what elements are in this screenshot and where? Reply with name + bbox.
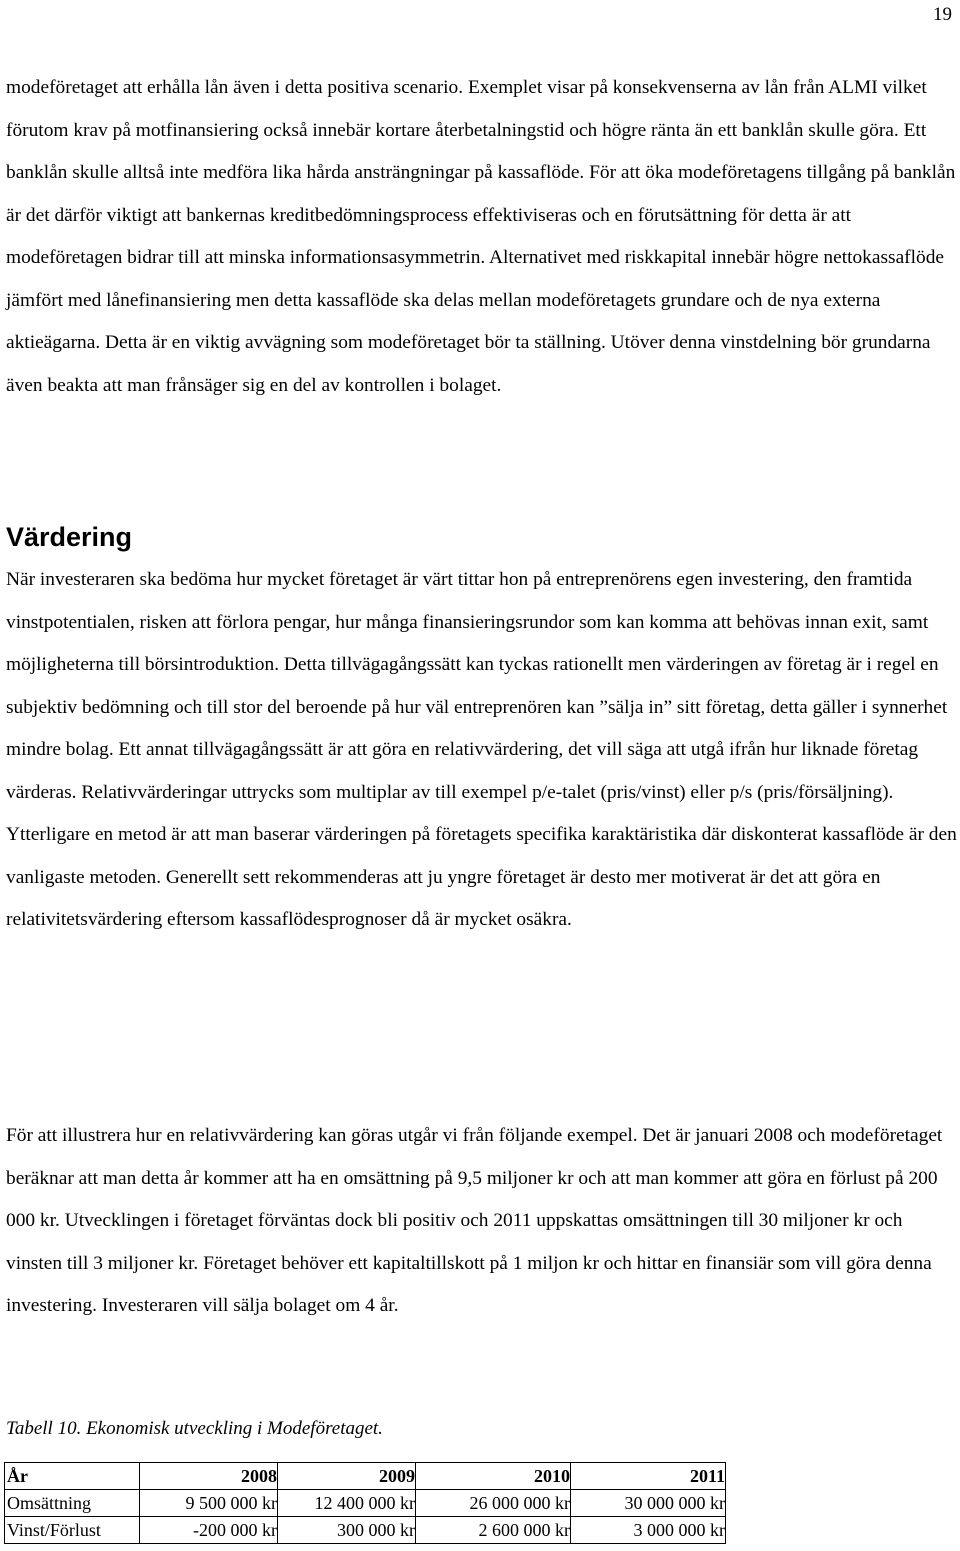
table-cell: Omsättning [5, 1490, 140, 1517]
table-header-cell: 2010 [416, 1463, 571, 1490]
page-number: 19 [933, 4, 952, 25]
table-header-row [5, 1463, 726, 1490]
table-caption: Tabell 10. Ekonomisk utveckling i Modeföretaget. [6, 1418, 383, 1439]
table-header-cell: 2009 [278, 1463, 416, 1490]
table-row [5, 1490, 726, 1517]
section-heading-vardering: Värdering [6, 522, 133, 552]
table-cell: 30 000 000 kr [571, 1490, 726, 1517]
table-cell: 2 600 000 kr [416, 1517, 571, 1544]
table-cell: Vinst/Förlust [5, 1517, 140, 1544]
table-cell: 26 000 000 kr [416, 1490, 571, 1517]
table-cell: 9 500 000 kr [140, 1490, 278, 1517]
table-header-cell: 2011 [571, 1463, 726, 1490]
table-cell: -200 000 kr [140, 1517, 278, 1544]
table-cell: 12 400 000 kr [278, 1490, 416, 1517]
table-header-cell: 2008 [140, 1463, 278, 1490]
economic-development-table [4, 1462, 726, 1544]
paragraph-valuation: När investeraren ska bedöma hur mycket företaget är värt tittar hon på entreprenörens egen investering, den framtida vinstpotentialen, risken att förlora pengar, hur många finansieringsrundor som kan komma att behövas innan exit, samt möjligheterna till börsintroduktion. Detta tillvägagångssätt kan tyckas rationellt men värderingen av företag är i regel en subjektiv bedömning och till stor del beroende på hur väl entreprenören kan ”sälja in” sitt företag, detta gäller i synnerhet mindre bolag. Ett annat tillvägagångssätt är att göra en relativvärdering, det vill säga att utgå ifrån hur liknade företag värderas. Relativvärderingar uttrycks som multiplar av till exempel p/e-talet (pris/vinst) eller p/s (pris/försäljning). Ytterligare en metod är att man baserar värderingen på företagets specifika karaktäristika där diskonterat kassaflöde är den vanligaste metoden. Generellt sett rekommenderas att ju yngre företaget är desto mer motiverat är det att göra en relativitetsvärdering eftersom kassaflödesprognoser då är mycket osäkra. [6, 569, 957, 930]
table-cell: 3 000 000 kr [571, 1517, 726, 1544]
table-row [5, 1517, 726, 1544]
paragraph-intro: modeföretaget att erhålla lån även i detta positiva scenario. Exemplet visar på konsekvenserna av lån från ALMI vilket förutom krav på motfinansiering också innebär kortare återbetalningstid och högre ränta än ett banklån skulle göra. Ett banklån skulle alltså inte medföra lika hårda ansträngningar på kassaflöde. För att öka modeföretagens tillgång på banklån är det därför viktigt att bankernas kreditbedömningsprocess effektiviseras och en förutsättning för detta är att modeföretagen bidrar till att minska informationsasymmetrin. Alternativet med riskkapital innebär högre nettokassaflöde jämfört med lånefinansiering men detta kassaflöde ska delas mellan modeföretagets grundare och de nya externa aktieägarna. Detta är en viktig avvägning som modeföretaget bör ta ställning. Utöver denna vinstdelning bör grundarna även beakta att man frånsäger sig en del av kontrollen i bolaget. [6, 77, 956, 396]
table-header-cell: År [5, 1463, 140, 1490]
paragraph-example: För att illustrera hur en relativvärdering kan göras utgår vi från följande exempel. Det är januari 2008 och modeföretaget beräknar att man detta år kommer att ha en omsättning på 9,5 miljoner kr och att man kommer att göra en förlust på 200 000 kr. Utvecklingen i företaget förväntas dock bli positiv och 2011 uppskattas omsättningen till 30 miljoner kr och vinsten till 3 miljoner kr. Företaget behöver ett kapitaltillskott på 1 miljon kr och hittar en finansiär som vill göra denna investering. Investeraren vill sälja bolaget om 4 år. [6, 1125, 943, 1316]
table-cell: 300 000 kr [278, 1517, 416, 1544]
